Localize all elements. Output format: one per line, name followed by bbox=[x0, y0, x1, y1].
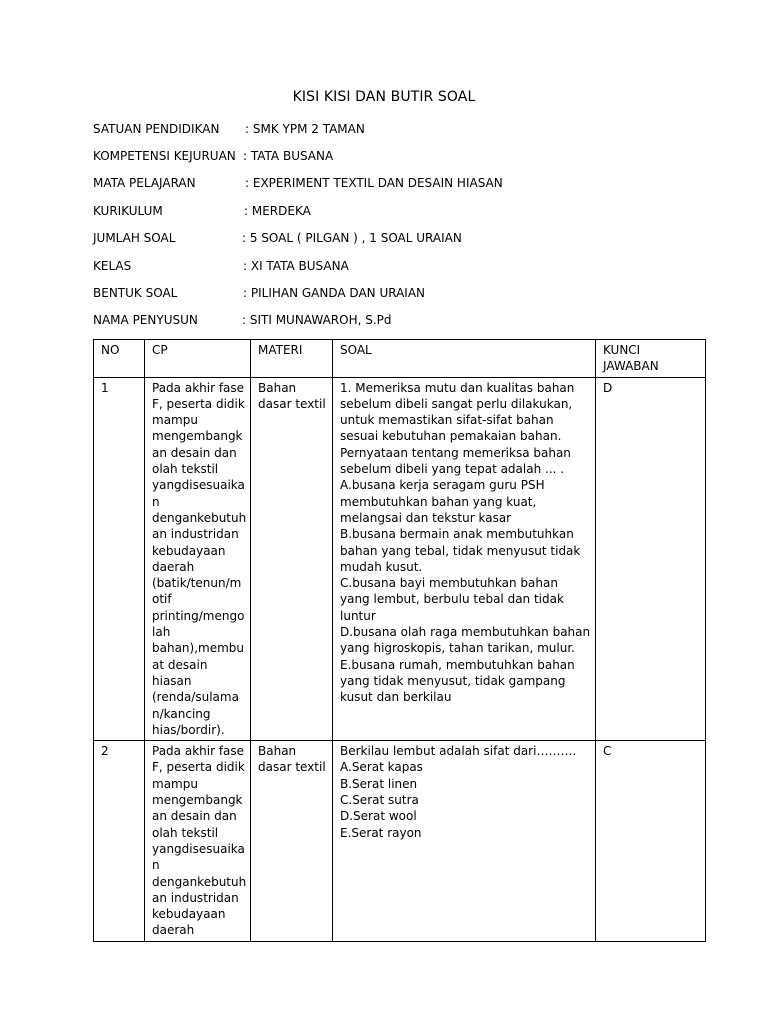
header-soal: SOAL bbox=[333, 340, 596, 378]
meta-label: KELAS bbox=[93, 259, 132, 273]
soal-option-d: D.Serat wool bbox=[340, 809, 417, 824]
header-cp: CP bbox=[145, 340, 251, 378]
soal-question: Berkilau lembut adalah sifat dari………. bbox=[340, 744, 577, 759]
meta-label: SATUAN PENDIDIKAN bbox=[93, 122, 220, 136]
row-materi: Bahan dasar textil bbox=[251, 741, 333, 942]
meta-label: MATA PELAJARAN bbox=[93, 176, 196, 190]
meta-value: : SMK YPM 2 TAMAN bbox=[245, 122, 365, 136]
soal-option-a: A.busana kerja seragam guru PSH membutuhkan bahan yang kuat, melangsai dan tekstur kasar bbox=[340, 478, 545, 525]
meta-label: KOMPETENSI KEJURUAN bbox=[93, 149, 236, 163]
kisi-kisi-table bbox=[93, 339, 706, 942]
meta-value: : 5 SOAL ( PILGAN ) , 1 SOAL URAIAN bbox=[242, 231, 462, 245]
meta-value: : PILIHAN GANDA DAN URAIAN bbox=[243, 286, 426, 300]
meta-value: : TATA BUSANA bbox=[243, 149, 334, 163]
meta-value: : SITI MUNAWAROH, S.Pd bbox=[242, 313, 392, 327]
row-materi: Bahan dasar textil bbox=[251, 377, 333, 741]
meta-label: NAMA PENYUSUN bbox=[93, 313, 198, 327]
header-kunci-jawaban: KUNCI JAWABAN bbox=[596, 340, 706, 378]
soal-option-a: A.Serat kapas bbox=[340, 760, 423, 775]
meta-value: : EXPERIMENT TEXTIL DAN DESAIN HIASAN bbox=[245, 176, 503, 190]
soal-option-c: C.busana bayi membutuhkan bahan yang lembut, berbulu tebal dan tidak luntur bbox=[340, 576, 564, 623]
meta-value: : XI TATA BUSANA bbox=[243, 259, 349, 273]
row-soal bbox=[333, 741, 596, 942]
table-row bbox=[94, 377, 706, 741]
header-no: NO bbox=[94, 340, 145, 378]
table-row bbox=[94, 741, 706, 942]
row-cp: Pada akhir fase F, peserta didik mampu mengembangk an desain dan olah tekstil yangdisesuaika n dengankebutuh an industridan kebudayaan daerah (batik/tenun/m otif printing/mengo lah bahan),membu at desain hiasan (renda/sulama n/kancing hias/bordir). bbox=[145, 377, 251, 741]
row-no: 2 bbox=[94, 741, 145, 942]
soal-option-d: D.busana olah raga membutuhkan bahan yang higroskopis, tahan tarikan, mulur. bbox=[340, 625, 591, 656]
row-kunci-jawaban: D bbox=[596, 377, 706, 741]
soal-question: 1. Memeriksa mutu dan kualitas bahan sebelum dibeli sangat perlu dilakukan, untuk memastikan sifat-sifat bahan sesuai kebutuhan pemakaian bahan. Pernyataan tentang memeriksa bahan sebelum dibeli yang tepat adalah ... . bbox=[340, 380, 575, 477]
soal-option-b: B.busana bermain anak membutuhkan bahan yang tebal, tidak menyusut tidak mudah kusut. bbox=[340, 527, 581, 574]
row-kunci-jawaban: C bbox=[596, 741, 706, 942]
meta-label: JUMLAH SOAL bbox=[93, 231, 176, 245]
meta-value: : MERDEKA bbox=[244, 204, 311, 218]
row-no: 1 bbox=[94, 377, 145, 741]
header-materi: MATERI bbox=[251, 340, 333, 378]
soal-option-c: C.Serat sutra bbox=[340, 793, 419, 808]
meta-label: BENTUK SOAL bbox=[93, 286, 178, 300]
soal-option-e: E.busana rumah, membutuhkan bahan yang tidak menyusut, tidak gampang kusut dan berkilau bbox=[340, 657, 575, 705]
row-cp: Pada akhir fase F, peserta didik mampu mengembangk an desain dan olah tekstil yangdisesuaika n dengankebutuh an industridan kebudayaan daerah bbox=[145, 741, 251, 942]
row-soal bbox=[333, 377, 596, 741]
table-header-row bbox=[94, 340, 706, 378]
soal-option-b: B.Serat linen bbox=[340, 776, 418, 791]
meta-label: KURIKULUM bbox=[93, 204, 163, 218]
soal-option-e: E.Serat rayon bbox=[340, 825, 422, 840]
document-title: KISI KISI DAN BUTIR SOAL bbox=[292, 89, 476, 105]
